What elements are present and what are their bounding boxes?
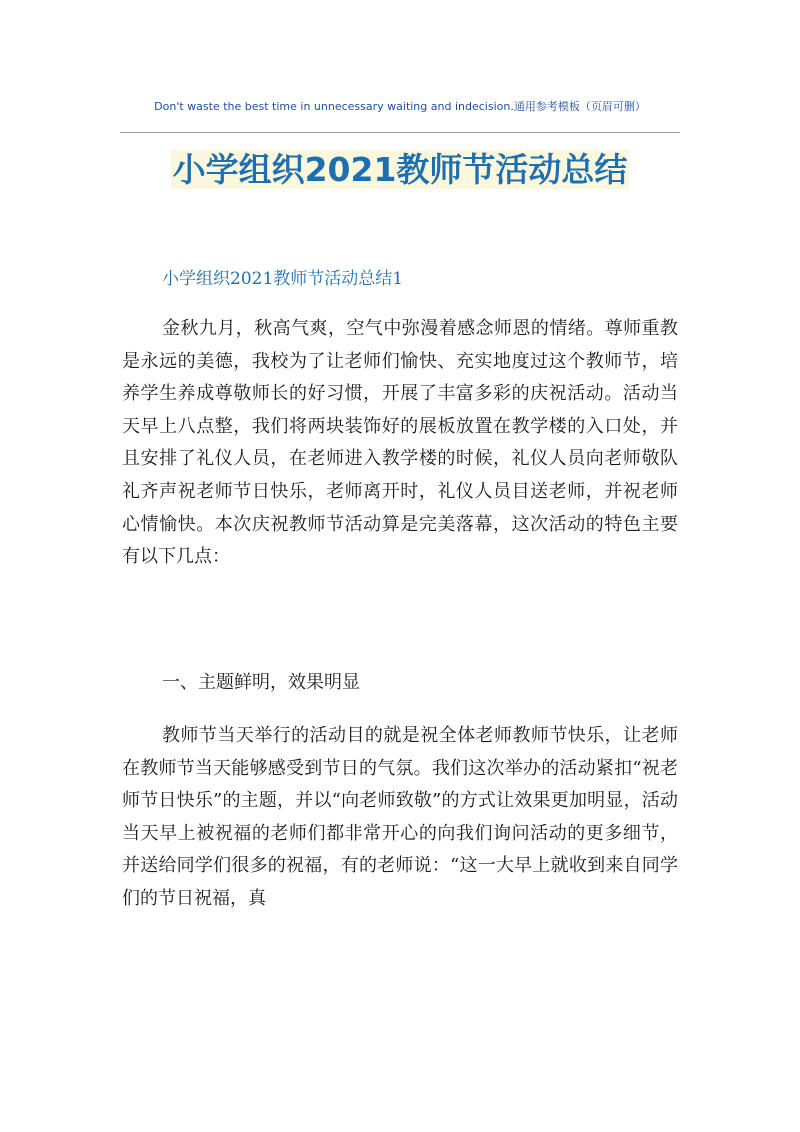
header-divider <box>120 132 680 133</box>
sub-heading: 一、主题鲜明，效果明显 <box>162 672 360 693</box>
document-title-text: 小学组织2021教师节活动总结 <box>172 150 628 189</box>
document-title <box>0 146 800 194</box>
body-paragraph-2: 教师节当天举行的活动目的就是祝全体老师教师节快乐，让老师在教师节当天能够感受到节日的气氛。我们这次举办的活动紧扣“祝老师节日快乐”的主题，并以“向老师致敬”的方式让效果更加明显，活动当天早上被祝福的老师们都非常开心的向我们询问活动的更多细节，并送给同学们很多的祝福，有的老师说：“这一大早上就收到来自同学们的节日祝福，真 <box>122 725 678 909</box>
body-paragraph-1: 金秋九月，秋高气爽，空气中弥漫着感念师恩的情绪。尊师重教是永远的美德，我校为了让老师们愉快、充实地度过这个教师节，培养学生养成尊敬师长的好习惯，开展了丰富多彩的庆祝活动。活动当天早上八点整，我们将两块装饰好的展板放置在教学楼的入口处，并且安排了礼仪人员，在老师进入教学楼的时候，礼仪人员向老师敬队礼齐声祝老师节日快乐，老师离开时，礼仪人员目送老师，并祝老师心情愉快。本次庆祝教师节活动算是完美落幕，这次活动的特色主要有以下几点： <box>122 318 678 568</box>
section-heading: 小学组织2021教师节活动总结1 <box>162 269 404 289</box>
header-note: Don't waste the best time in unnecessary waiting and indecision.通用参考模板（页眉可删） <box>154 100 646 113</box>
